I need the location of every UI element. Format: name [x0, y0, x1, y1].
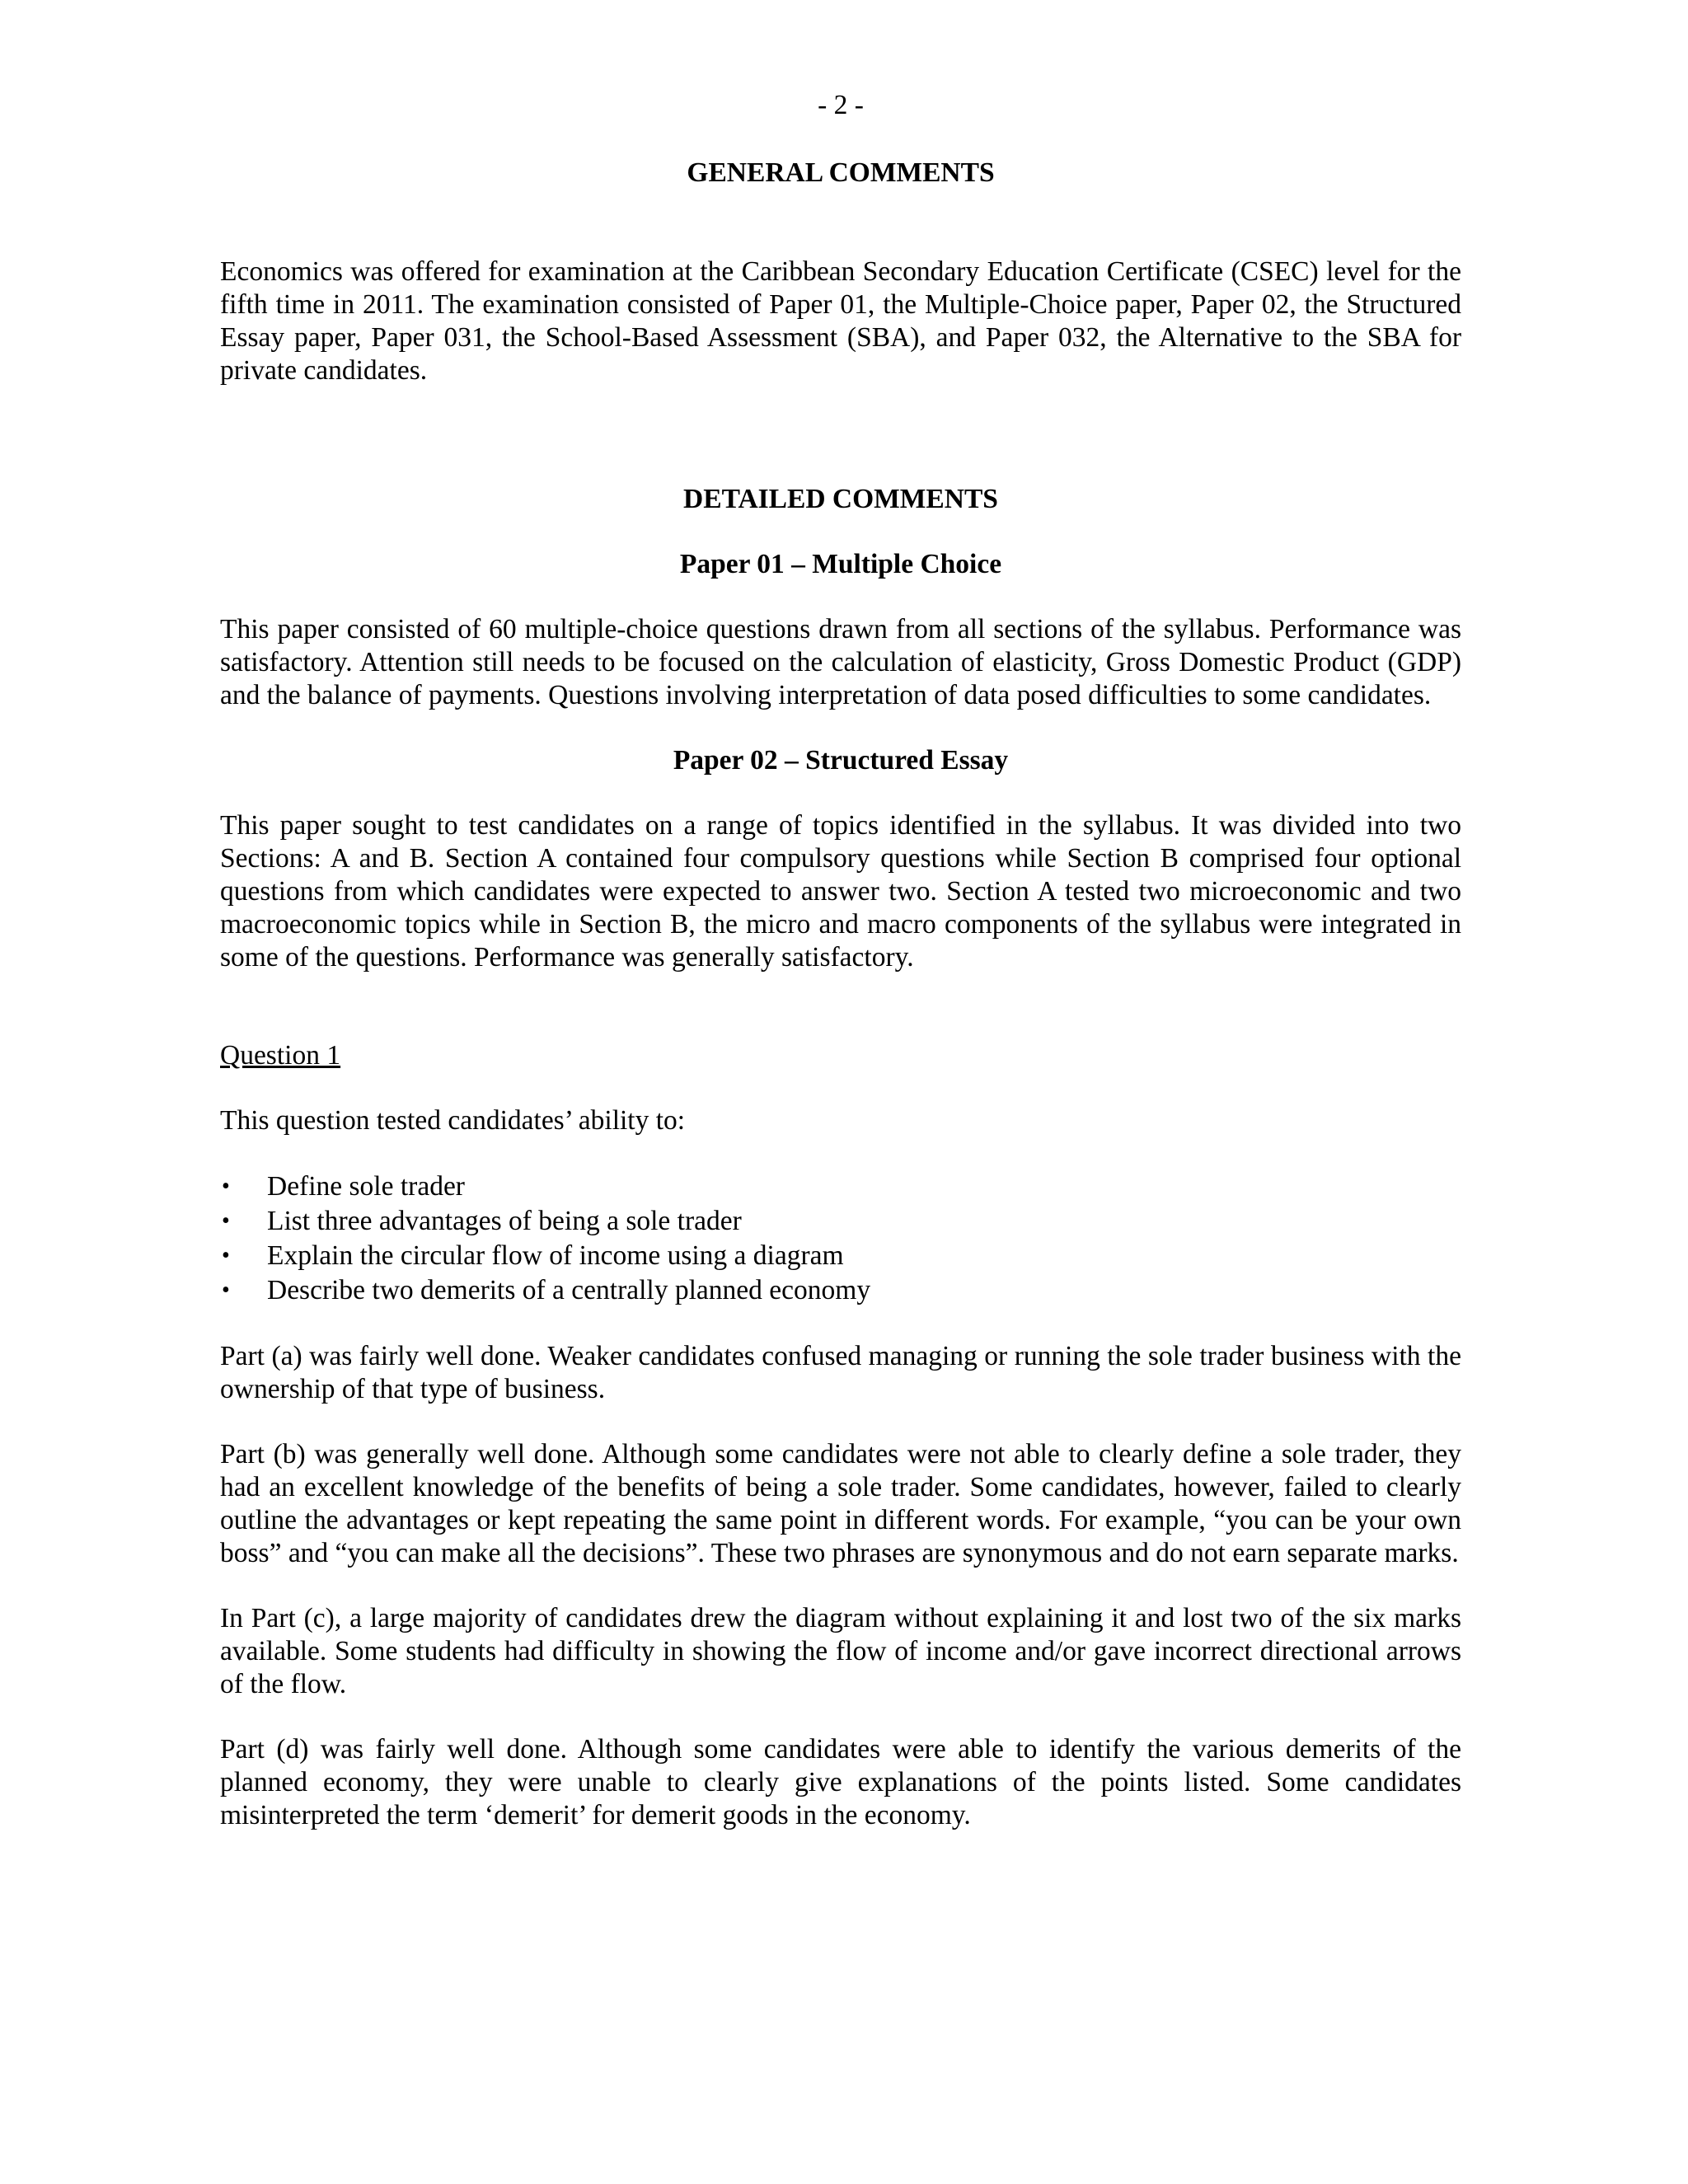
question1-title: Question 1 [220, 1040, 341, 1071]
general-comments-heading: GENERAL COMMENTS [687, 157, 995, 188]
objective-text: List three advantages of being a sole trader [267, 1206, 742, 1236]
general-comments-paragraph: Economics was offered for examination at the Caribbean Secondary Education Certificate (CSEC) level for the fifth time in 2011. The examination consisted of Paper 01, the Multiple-Choice paper, Paper 02, the Structured Essay paper, Paper 031, the School-Based Assessment (SBA), and Paper 032, the Alternative to the SBA for private candidates. [220, 256, 1461, 386]
list-item [220, 1239, 1461, 1273]
paper01-paragraph: This paper consisted of 60 multiple-choice questions drawn from all sections of the syllabus. Performance was satisfactory. Attention still needs to be focused on the calculation of elasticity, Gross Domestic Product (GDP) and the balance of payments. Questions involving interpretation of data posed difficulties to some candidates. [220, 614, 1461, 710]
question1-intro: This question tested candidates’ ability to: [220, 1105, 686, 1136]
part-c-comment: In Part (c), a large majority of candidates drew the diagram without explaining it and lost two of the six marks available. Some students had difficulty in showing the flow of income and/or gave incorrect directional arrows of the flow. [220, 1603, 1461, 1699]
objective-text: Describe two demerits of a centrally planned economy [267, 1275, 871, 1305]
objective-text: Explain the circular flow of income using a diagram [267, 1240, 844, 1271]
part-d-comment: Part (d) was fairly well done. Although some candidates were able to identify the various demerits of the planned economy, they were unable to clearly give explanations of the points listed. Some candidates misinterpreted the term ‘demerit’ for demerit goods in the economy. [220, 1734, 1461, 1830]
paper02-paragraph: This paper sought to test candidates on a range of topics identified in the syllabus. It was divided into two Sections: A and B. Section A contained four compulsory questions while Section B comprised four optional questions from which candidates were expected to answer two. Section A tested two microeconomic and two macroeconomic topics while in Section B, the micro and macro components of the syllabus were integrated in some of the questions. Performance was generally satisfactory. [220, 810, 1461, 972]
bullet-icon: • [222, 1174, 230, 1199]
document-page [220, 89, 1461, 1832]
list-item [220, 1204, 1461, 1239]
paper02-heading: Paper 02 – Structured Essay [673, 745, 1009, 776]
paper01-heading: Paper 01 – Multiple Choice [679, 549, 1002, 579]
page-number: - 2 - [818, 90, 864, 120]
question1-objectives-list [220, 1169, 1461, 1308]
bullet-icon: • [222, 1243, 230, 1268]
part-a-comment: Part (a) was fairly well done. Weaker candidates confused managing or running the sole trader business with the ownership of that type of business. [220, 1341, 1461, 1404]
part-b-comment: Part (b) was generally well done. Although some candidates were not able to clearly define a sole trader, they had an excellent knowledge of the benefits of being a sole trader. Some candidates, however, failed to clearly outline the advantages or kept repeating the same point in different words. For example, “you can be your own boss” and “you can make all the decisions”. These two phrases are synonymous and do not earn separate marks. [220, 1439, 1461, 1568]
bullet-icon: • [222, 1277, 230, 1303]
detailed-comments-heading: DETAILED COMMENTS [683, 484, 998, 514]
list-item [220, 1273, 1461, 1308]
bullet-icon: • [222, 1208, 230, 1234]
list-item [220, 1169, 1461, 1204]
objective-text: Define sole trader [267, 1171, 465, 1202]
